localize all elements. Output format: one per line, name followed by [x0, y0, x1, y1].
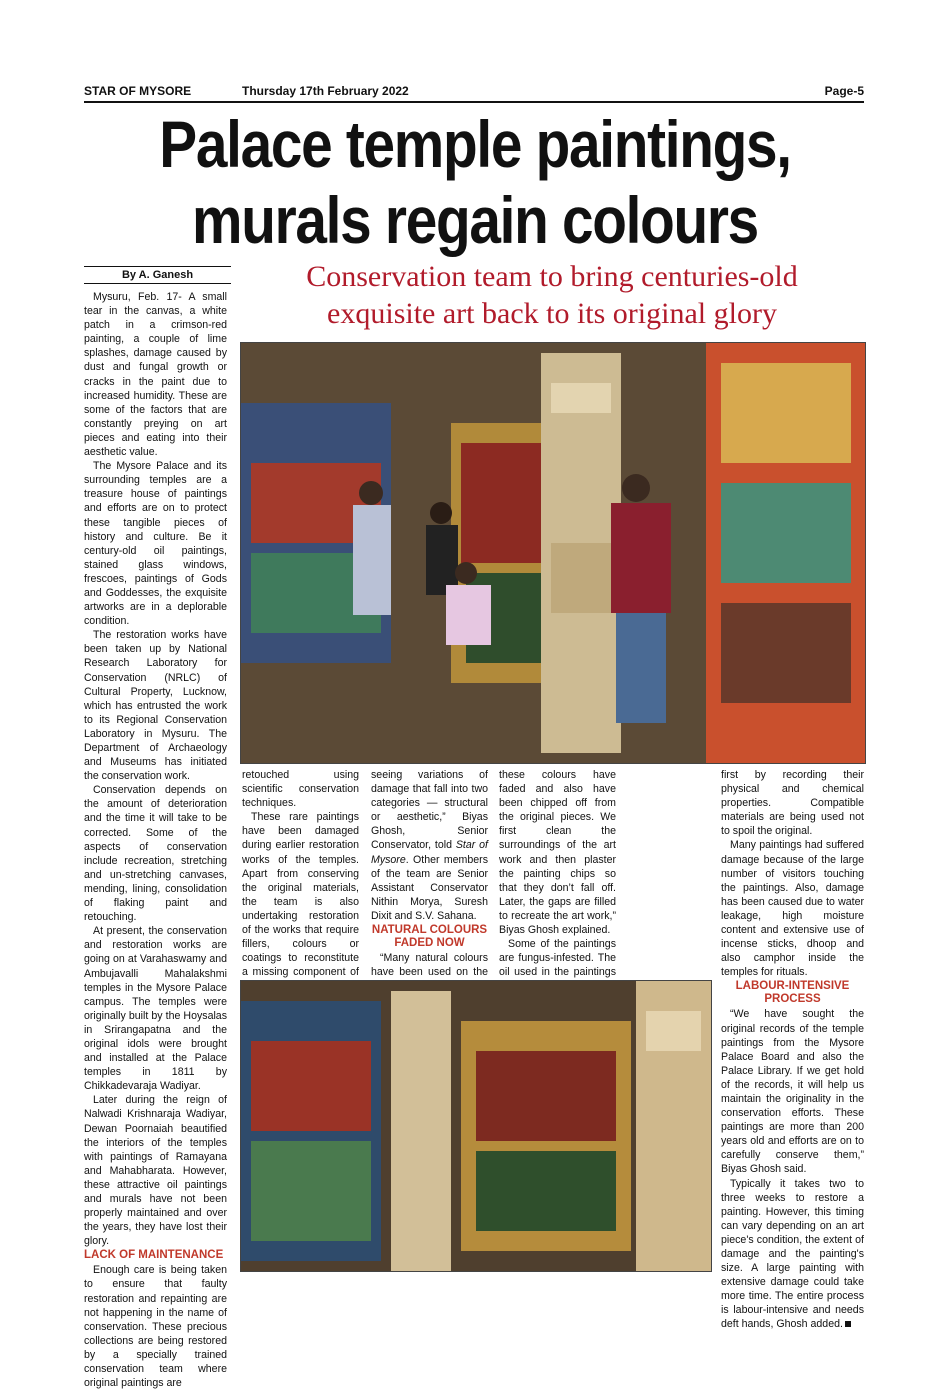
section-subhead: NATURAL COLOURS FADED NOW	[371, 924, 488, 950]
page-number: Page-5	[824, 84, 864, 98]
subheadline	[240, 258, 864, 332]
masthead	[84, 84, 864, 100]
paragraph: Conservation depends on the amount of deterioration and the time it will take to be corrected. Some of the aspects of conservation include recreation, stretching and un-stretching canvases, mending, lining, consolidation of flaking paint and retouching.	[84, 784, 227, 924]
paragraph: These rare paintings have been damaged during earlier restoration works of the temples. Apart from conserving the original materials, the team is also undertaking restoration of the works that require fillers, colours or coatings to reconstitute a missing component of	[242, 811, 359, 979]
paragraph: seeing variations of damage that fall into two categories — structural or aesthetic,” Biyas Ghosh, Senior Conservator, told Star of Mysore. Other members of the team are Senior Assistant Conservator Nithin Morya, Suresh Dixit and S.V. Sahana.	[371, 769, 488, 922]
paragraph: At present, the conservation and restoration works are going on at Varahaswamy and Ambujavalli Mahalakshmi temples in the Mysore Palace campus. The temples were originally built by the Hoysalas in Srirangapatna and the original idols were brought and installed at the Palace temples in 1811 by Chikkadevaraja Wadiyar.	[84, 925, 227, 1093]
article-column-2	[242, 768, 359, 978]
subheadline-line-2: exquisite art back to its original glory	[327, 297, 777, 330]
photo-illustration	[241, 343, 865, 763]
paragraph: Typically it takes two to three weeks to restore a painting. However, this timing can vary depending on an art piece's condition, the extent of damage and the painting's size. A large painting with extensive damage could take more time. The entire process is labour-intensive and needs deft hands, Ghosh added.	[721, 1177, 864, 1331]
section-subhead: LACK OF MAINTENANCE	[84, 1249, 224, 1262]
paragraph: Many paintings had suffered damage because of the large number of visitors touching the paintings. Also, damage has been caused due to water leakage, high moisture content and extensive use of incense sticks, dhoop and also camphor inside the temples for rituals.	[721, 839, 864, 979]
photo-illustration	[241, 981, 711, 1271]
article-column-3	[371, 768, 488, 978]
paragraph: Later during the reign of Nalwadi Krishnaraja Wadiyar, Dewan Poornaiah beautified the interiors of the temples with paintings of Ramayana and Mahabharata. However, these attractive oil paintings and murals have not been properly maintained and over the years, they have lost their glory.	[84, 1094, 227, 1248]
paragraph: these colours have faded and also have been chipped off from the original pieces. We first clean the surroundings of the art work and then plaster the painting chips so that they don’t fall off. Later, the gaps are filled to recreate the art work,” Biyas Ghosh explained.	[499, 769, 616, 937]
article-column-4	[499, 768, 616, 978]
conservation-photo-main	[240, 342, 866, 764]
publication-name: Star of Mysore	[371, 839, 488, 866]
issue-date: Thursday 17th February 2022	[242, 84, 409, 98]
headline	[118, 106, 832, 258]
headline-line-1: Palace temple paintings,	[159, 107, 791, 181]
paragraph: Enough care is being taken to ensure that faulty restoration and repainting are not happening in the name of conservation. These precious collections are being restored by a specially trained conservation team where original paintings are	[84, 1264, 227, 1390]
end-of-article-mark	[845, 1321, 851, 1327]
masthead-rule	[84, 101, 864, 103]
paragraph: The restoration works have been taken up by National Research Laboratory for Conservation (NRLC) of Cultural Property, Lucknow, which has entrusted the work to its Regional Conservation Laboratory in Mysuru. The Department of Archaeology and Museums has initiated the conservation work.	[84, 629, 227, 783]
conservation-photo-secondary	[240, 980, 712, 1272]
paragraph: “Many natural colours have been used on the	[371, 952, 488, 979]
headline-line-2: murals regain colours	[192, 183, 758, 257]
paragraph: first by recording their physical and chemical properties. Compatible materials are being used not to spoil the original.	[721, 769, 864, 838]
section-subhead: LABOUR-INTENSIVE PROCESS	[735, 980, 850, 1006]
subheadline-line-1: Conservation team to bring centuries-old	[306, 260, 798, 293]
article-column-5	[721, 768, 864, 1331]
paragraph: Mysuru, Feb. 17- A small tear in the canvas, a white patch in a crimson-red painting, a couple of lime splashes, damage caused by dust and fungal growth or cracks in the paint due to increased humidity. These are some of the factors that are constantly preying on art pieces and eating into their aesthetic value.	[84, 291, 227, 459]
paragraph: “We have sought the original records of the temple paintings from the Mysore Palace Board and also the Palace Library. If we get hold of the records, it will help us maintain the originality in the conservation efforts. These paintings are more than 200 years old and efforts are on to carefully conserve them,” Biyas Ghosh said.	[721, 1008, 864, 1176]
newspaper-name: STAR OF MYSORE	[84, 84, 192, 98]
paragraph: The Mysore Palace and its surrounding temples are a treasure house of paintings and efforts are on to protect these tangible pieces of history and culture. Be it century-old oil paintings, stained glass windows, frescoes, paintings of Gods and Goddesses, the exquisite artworks are in a deplorable condition.	[84, 460, 227, 628]
paragraph: Some of the paintings are fungus-infested. The oil used in the paintings	[499, 938, 616, 979]
article-column-1	[84, 290, 227, 1390]
byline: By A. Ganesh	[84, 266, 231, 284]
paragraph: retouched using scientific conservation techniques.	[242, 769, 359, 810]
